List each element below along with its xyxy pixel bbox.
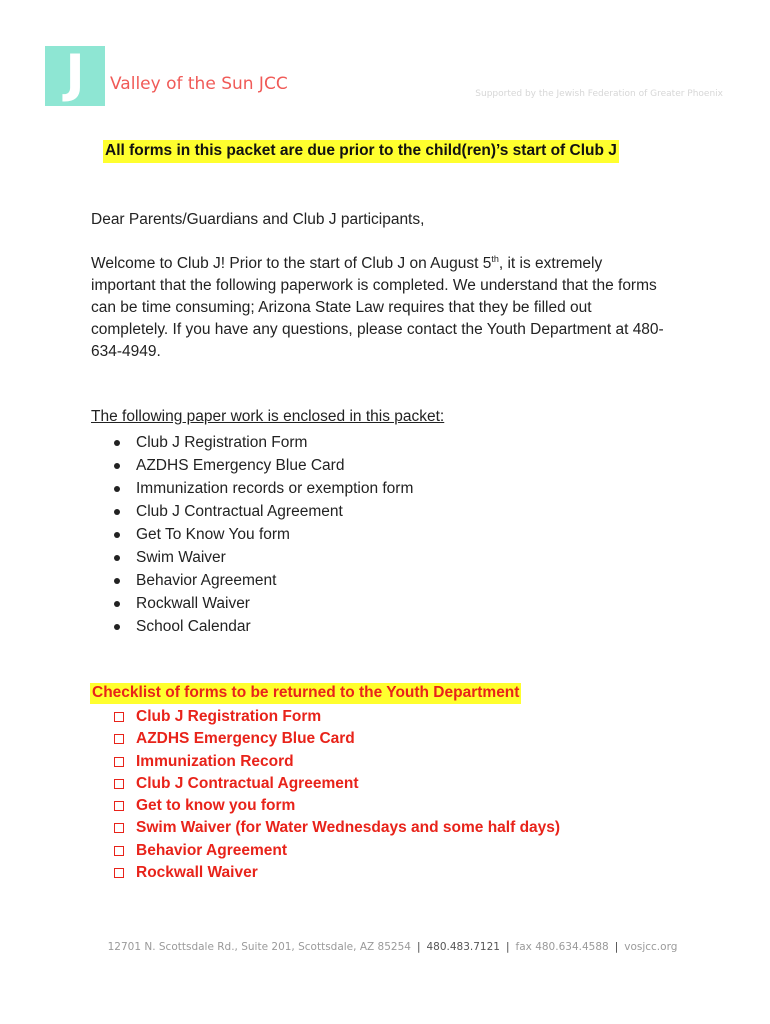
enclosed-item-label: Club J Registration Form [136,434,308,451]
enclosed-heading: The following paper work is enclosed in this packet: [91,408,445,425]
checkbox-icon[interactable] [114,734,124,744]
checklist-item-label: Get to know you form [136,797,296,815]
checkbox-icon[interactable] [114,801,124,811]
checklist-item-label: Club J Contractual Agreement [136,774,359,792]
checklist-item-label: AZDHS Emergency Blue Card [136,730,355,748]
bullet-icon [114,532,120,538]
supported-by-text: Supported by the Jewish Federation of Greater Phoenix [475,89,723,99]
enclosed-list-item [110,569,413,592]
checklist-item [113,773,560,795]
bullet-icon [114,578,120,584]
enclosed-item-label: School Calendar [136,618,251,635]
bullet-icon [114,509,120,515]
footer-address: 12701 N. Scottsdale Rd., Suite 201, Scottsdale, AZ 85254 [107,941,411,953]
bullet-icon [114,486,120,492]
welcome-text-end: , it is extremely important that the following paperwork is completed. We understand that the forms can be time consuming; Arizona State Law requires that they be filled out completely. If you have any questions, please contact the Youth Department at 480-634-4949. [91,255,664,360]
checklist-item-label: Behavior Agreement [136,841,288,859]
welcome-paragraph [91,253,671,363]
logo-letter: J [65,44,85,104]
checklist-item [113,706,560,728]
checklist-item-label: Swim Waiver (for Water Wednesdays and some half days) [136,819,561,837]
bullet-icon [114,555,120,561]
checklist-item-label: Immunization Record [136,752,294,770]
enclosed-list-item [110,523,413,546]
checklist-item-label: Club J Registration Form [136,708,322,725]
enclosed-list-item [110,592,413,615]
footer-separator: | [614,941,619,953]
enclosed-item-label: Get To Know You form [136,526,290,543]
checklist-item [113,728,560,750]
enclosed-item-label: Behavior Agreement [136,572,277,589]
enclosed-item-label: Swim Waiver [136,549,226,566]
enclosed-list-item [110,500,413,523]
checklist-heading: Checklist of forms to be returned to the Youth Department [90,683,521,704]
due-notice-banner: All forms in this packet are due prior to the child(ren)’s start of Club J [103,140,619,163]
enclosed-list [110,431,413,638]
enclosed-item-label: Immunization records or exemption form [136,480,414,497]
enclosed-list-item [110,454,413,477]
bullet-icon [114,440,120,446]
checkbox-icon[interactable] [114,757,124,767]
bullet-icon [114,463,120,469]
checkbox-icon[interactable] [114,712,124,722]
welcome-text-start: Welcome to Club J! Prior to the start of Club J on August 5 [91,255,492,272]
enclosed-list-item [110,615,413,638]
checklist-item [113,840,560,862]
checkbox-icon[interactable] [114,868,124,878]
footer-separator: | [505,941,510,953]
bullet-icon [114,601,120,607]
greeting: Dear Parents/Guardians and Club J participants, [91,211,425,228]
welcome-superscript: th [491,253,499,264]
enclosed-item-label: Rockwall Waiver [136,595,250,612]
checkbox-icon[interactable] [114,823,124,833]
logo-name: Valley of the Sun JCC [110,74,288,94]
checkbox-icon[interactable] [114,779,124,789]
checklist-item [113,862,560,884]
footer-separator: | [416,941,421,953]
footer [0,941,770,953]
checklist-item [113,817,560,839]
enclosed-list-item [110,431,413,454]
checklist-item [113,751,560,773]
checklist-item-label: Rockwall Waiver [136,864,258,882]
enclosed-list-item [110,546,413,569]
enclosed-item-label: Club J Contractual Agreement [136,503,343,520]
checklist [113,706,560,884]
footer-phone: 480.483.7121 [426,941,500,953]
footer-fax: fax 480.634.4588 [515,941,609,953]
checkbox-icon[interactable] [114,846,124,856]
enclosed-list-item [110,477,413,500]
logo-mark [45,46,105,106]
footer-website[interactable]: vosjcc.org [624,941,678,953]
checklist-item [113,795,560,817]
enclosed-item-label: AZDHS Emergency Blue Card [136,457,345,474]
bullet-icon [114,624,120,630]
